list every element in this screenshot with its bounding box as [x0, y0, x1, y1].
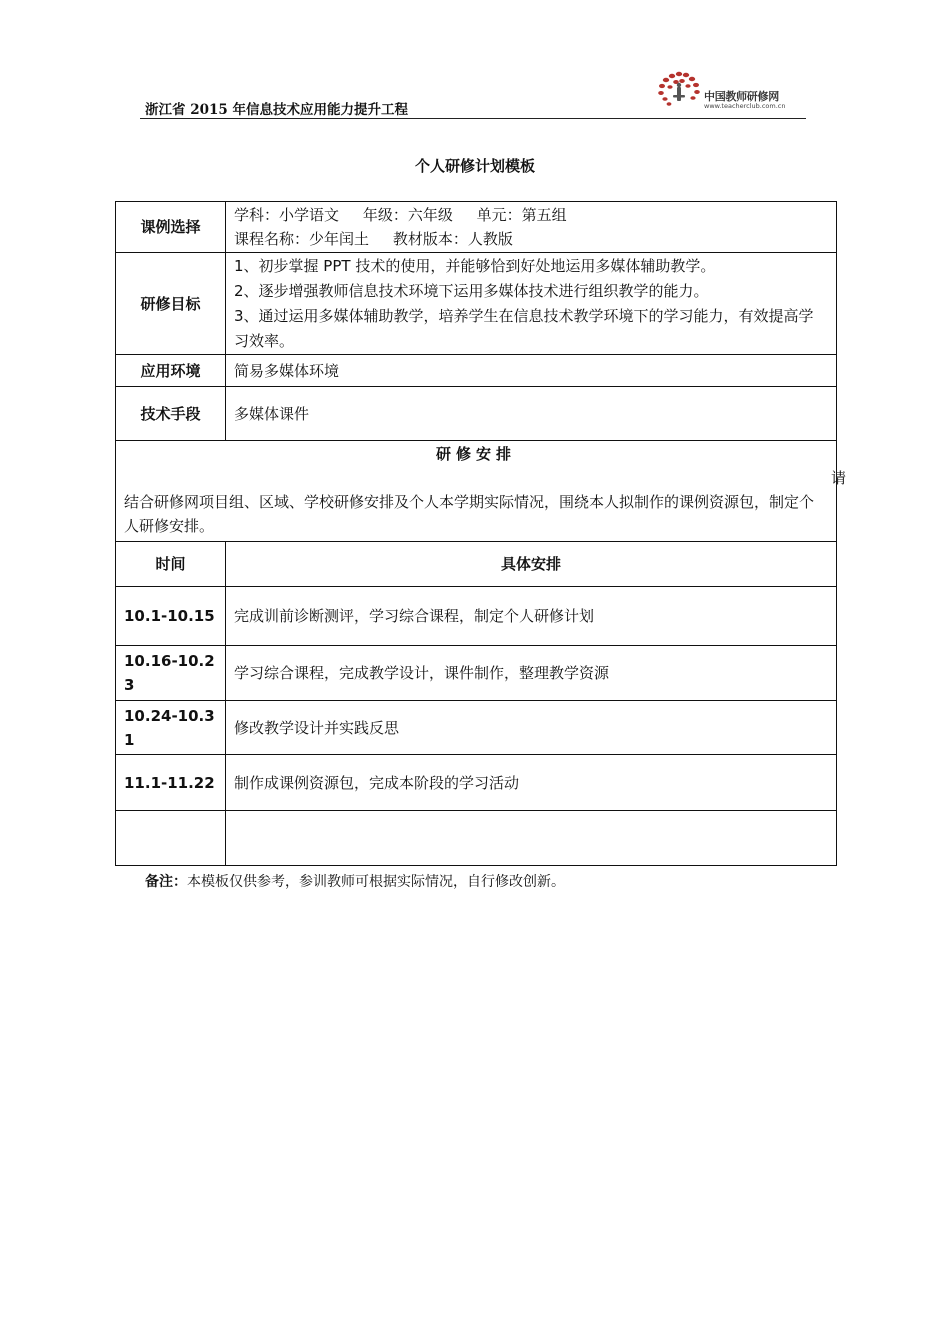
course-selection-label: 课例选择 [116, 202, 226, 253]
goal-item: 2、逐步增强教师信息技术环境下运用多媒体技术进行组织教学的能力。 [234, 281, 709, 300]
logo-name: 中国教师研修网 [704, 90, 779, 103]
course-selection-row [116, 202, 837, 253]
study-plan-table [115, 201, 846, 866]
schedule-detail [226, 811, 837, 866]
logo-url: www.teacherclub.com.cn [704, 102, 786, 110]
goal-item: 1、初步掌握 PPT 技术的使用，并能够恰到好处地运用多媒体辅助教学。 [234, 256, 716, 275]
schedule-time: 10.1-10.15 [116, 587, 226, 646]
arrangement-intro-first-char: 请 [830, 469, 846, 487]
arrangement-title: 研修安排 [435, 445, 516, 463]
schedule-detail: 完成训前诊断测评，学习综合课程，制定个人研修计划 [226, 587, 837, 646]
arrangement-intro-text: 结合研修网项目组、区域、学校研修安排及个人本学期实际情况，围绕本人拟制作的课例资源包，制定个人研修安排。 [124, 493, 815, 535]
table-row [116, 587, 837, 646]
teacherclub-logo [655, 68, 815, 116]
course-selection-value [226, 202, 837, 253]
environment-label: 应用环境 [116, 355, 226, 387]
header-project-title: 浙江省 2015 年信息技术应用能力提升工程 [145, 102, 408, 118]
schedule-time: 10.16-10.23 [116, 646, 226, 701]
schedule-header-row [116, 542, 837, 587]
course-line-name: 课程名称：少年闰土 教材版本：人教版 [234, 230, 513, 248]
schedule-time [116, 811, 226, 866]
arrangement-header-cell [116, 441, 846, 542]
table-row [116, 755, 837, 811]
schedule-detail: 学习综合课程，完成教学设计，课件制作，整理教学资源 [226, 646, 837, 701]
schedule-detail: 修改教学设计并实践反思 [226, 701, 837, 755]
technical-means-value: 多媒体课件 [226, 387, 837, 441]
technical-means-label: 技术手段 [116, 387, 226, 441]
footnote [145, 871, 565, 891]
goals-label: 研修目标 [116, 253, 226, 355]
technical-means-row [116, 387, 837, 441]
schedule-detail: 制作成课例资源包，完成本阶段的学习活动 [226, 755, 837, 811]
column-header-time: 时间 [116, 542, 226, 587]
footnote-label: 备注： [145, 874, 187, 890]
goals-row [116, 253, 837, 355]
goals-value [226, 253, 837, 355]
environment-value: 简易多媒体环境 [226, 355, 837, 387]
logo-mark-icon [655, 68, 703, 112]
course-line-subject: 学科：小学语文 年级：六年级 单元：第五组 [234, 206, 567, 224]
schedule-time: 10.24-10.31 [116, 701, 226, 755]
environment-row [116, 355, 837, 387]
goal-item: 3、通过运用多媒体辅助教学，培养学生在信息技术教学环境下的学习能力，有效提高学习效率。 [234, 306, 814, 350]
schedule-time: 11.1-11.22 [116, 755, 226, 811]
column-header-detail: 具体安排 [226, 542, 837, 587]
document-title: 个人研修计划模板 [414, 157, 535, 175]
arrangement-header-row [116, 441, 837, 542]
header-divider [140, 118, 806, 119]
footnote-text: 本模板仅供参考，参训教师可根据实际情况，自行修改创新。 [187, 874, 565, 890]
table-row [116, 811, 837, 866]
table-row [116, 701, 837, 755]
table-row [116, 646, 837, 701]
